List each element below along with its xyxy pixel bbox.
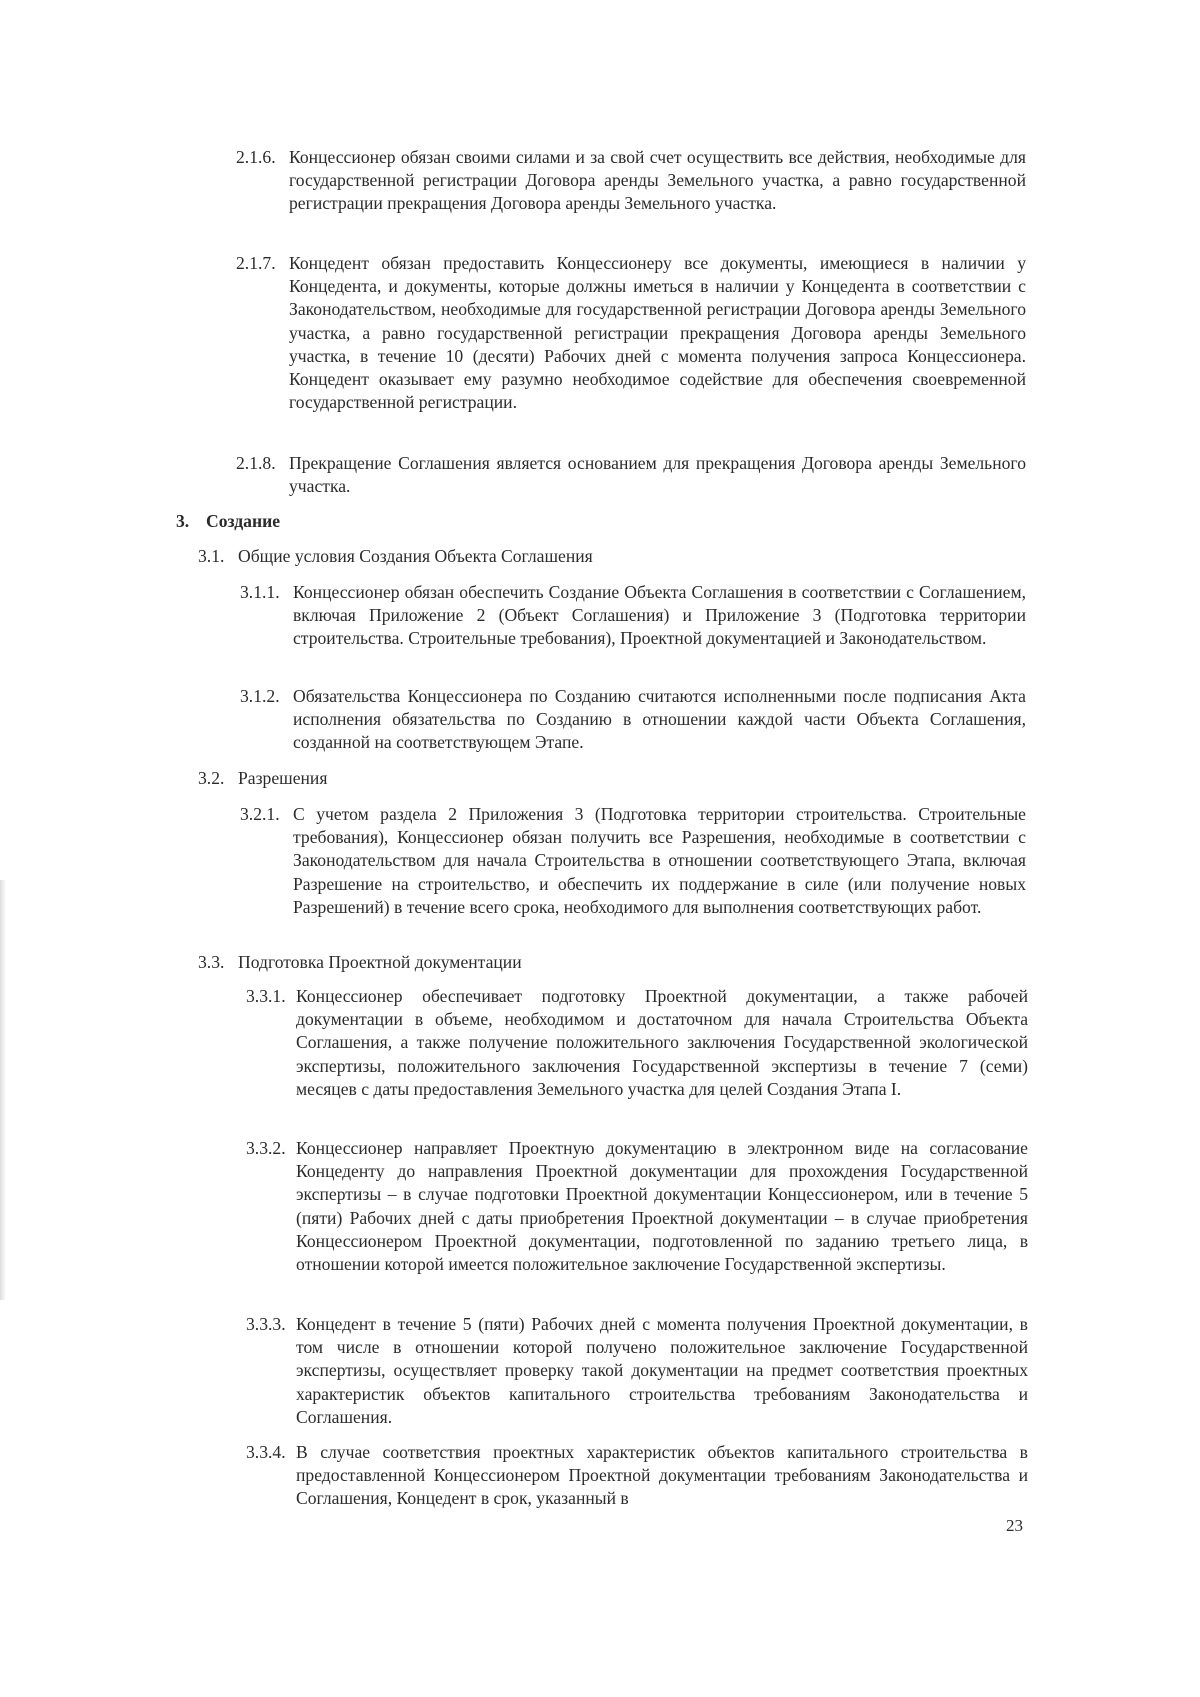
clause-number: 2.1.6.	[236, 147, 276, 167]
clause-3-3-4	[246, 1441, 1028, 1511]
clause-3-3-1	[246, 985, 1028, 1101]
subsection-title: Разрешения	[238, 768, 328, 788]
clause-number: 3.3.1.	[246, 986, 286, 1006]
clause-number: 3.2.1.	[240, 804, 280, 824]
clause-text: Концессионер обязан своими силами и за свой счет осуществить все действия, необходимые для государственной регистрации Договора аренды Земельного участка, а равно государственной регистрации прекращения Договора аренды Земельного участка.	[289, 147, 1026, 214]
clause-3-1-2	[240, 685, 1026, 755]
clause-text: Обязательства Концессионера по Созданию считаются исполненными после подписания Акта исполнения обязательства по Созданию в отношении каждой части Объекта Соглашения, созданной на соответствующем Этапе.	[293, 686, 1026, 753]
clause-number: 3.1.2.	[240, 686, 280, 706]
clause-text: Прекращение Соглашения является основанием для прекращения Договора аренды Земельного участка.	[289, 453, 1026, 497]
subsection-number: 3.3.	[198, 952, 225, 972]
clause-text: Концессионер обеспечивает подготовку Проектной документации, а также рабочей документации в объеме, необходимом и достаточном для начала Строительства Объекта Соглашения, а также получение положительного заключения Государственной экологической экспертизы, положительного заключения Государственной экспертизы в течение 7 (семи) месяцев с даты предоставления Земельного участка для целей Создания Этапа I.	[296, 986, 1028, 1099]
clause-text: Концедент в течение 5 (пяти) Рабочих дней с момента получения Проектной документации, в том числе в отношении которой получено положительное заключение Государственной экспертизы, осуществляет проверку такой документации на предмет соответствия проектных характеристик объектов капитального строительства требованиям Законодательства и Соглашения.	[296, 1314, 1028, 1427]
clause-text: С учетом раздела 2 Приложения 3 (Подготовка территории строительства. Строительные требования), Концессионер обязан получить все Разрешения, необходимые в соответствии с Законодательством для начала Строительства в отношении соответствующего Этапа, включая Разрешение на строительство, и обеспечить их поддержание в силе (или получение новых Разрешений) в течение всего срока, необходимого для выполнения соответствующих работ.	[293, 804, 1026, 917]
clause-text: Концедент обязан предоставить Концессионеру все документы, имеющиеся в наличии у Концедента, и документы, которые должны иметься в наличии у Концедента в соответствии с Законодательством, необходимые для государственной регистрации Договора аренды Земельного участка, а равно государственной регистрации прекращения Договора аренды Земельного участка, в течение 10 (десяти) Рабочих дней с момента получения запроса Концессионера. Концедент оказывает ему разумно необходимое содействие для обеспечения своевременной государственной регистрации.	[289, 253, 1026, 413]
subsection-title: Подготовка Проектной документации	[238, 952, 522, 972]
clause-number: 3.1.1.	[240, 582, 280, 602]
subsection-title: Общие условия Создания Объекта Соглашения	[238, 546, 593, 566]
page-number: 23	[1006, 1516, 1023, 1535]
clause-number: 3.3.4.	[246, 1442, 286, 1462]
clause-number: 2.1.7.	[236, 253, 276, 273]
section-3-heading	[176, 510, 280, 533]
clause-2-1-8	[236, 452, 1026, 498]
subsection-3-2-heading	[198, 767, 327, 790]
scan-shadow	[0, 880, 6, 1300]
clause-text: Концессионер направляет Проектную документацию в электронном виде на согласование Концеденту до направления Проектной документации для прохождения Государственной экспертизы – в случае подготовки Проектной документации Концессионером, или в течение 5 (пяти) Рабочих дней с даты приобретения Проектной документации – в случае приобретения Концессионером Проектной документации, подготовленной по заданию третьего лица, в отношении которой имеется положительное заключение Государственной экспертизы.	[296, 1138, 1028, 1275]
clause-text: Концессионер обязан обеспечить Создание Объекта Соглашения в соответствии с Соглашением, включая Приложение 2 (Объект Соглашения) и Приложение 3 (Подготовка территории строительства. Строительные требования), Проектной документацией и Законодательством.	[293, 582, 1026, 649]
clause-3-2-1	[240, 803, 1026, 919]
subsection-number: 3.2.	[198, 768, 225, 788]
clause-2-1-7	[236, 252, 1026, 414]
subsection-3-1-heading	[198, 545, 593, 568]
clause-3-3-3	[246, 1313, 1028, 1429]
clause-3-1-1	[240, 581, 1026, 651]
clause-number: 3.3.3.	[246, 1314, 286, 1334]
clause-2-1-6	[236, 146, 1026, 216]
clause-text: В случае соответствия проектных характеристик объектов капитального строительства в предоставленной Концессионером Проектной документации требованиям Законодательства и Соглашения, Концедент в срок, указанный в	[296, 1442, 1028, 1509]
subsection-number: 3.1.	[198, 546, 225, 566]
clause-number: 2.1.8.	[236, 453, 276, 473]
clause-number: 3.3.2.	[246, 1138, 286, 1158]
section-title: Создание	[206, 511, 281, 531]
section-number: 3.	[176, 511, 190, 531]
clause-3-3-2	[246, 1137, 1028, 1276]
subsection-3-3-heading	[198, 951, 522, 974]
